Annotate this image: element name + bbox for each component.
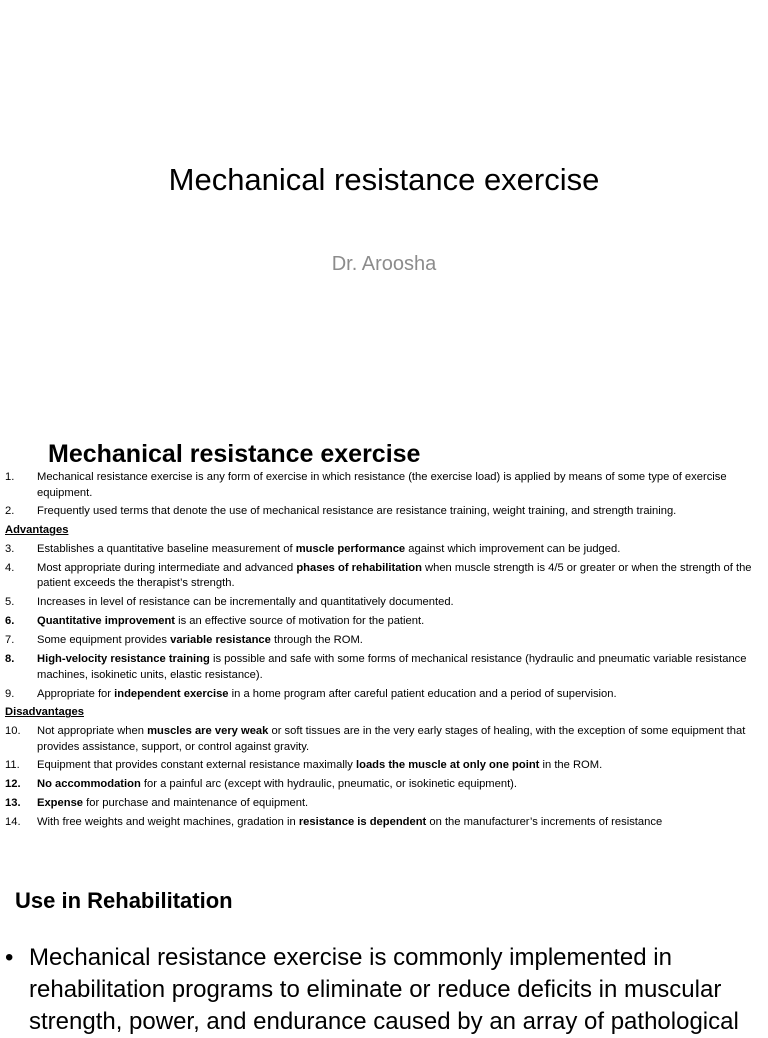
slide-title: Mechanical resistance exercise bbox=[168, 162, 600, 197]
list-item-emphasis: independent exercise bbox=[114, 687, 229, 700]
list-item-text bbox=[37, 758, 765, 774]
list-item-segment: for purchase and maintenance of equipment. bbox=[83, 797, 309, 810]
list-item-emphasis: variable resistance bbox=[170, 634, 271, 647]
list-item bbox=[5, 724, 765, 755]
list-item bbox=[5, 470, 765, 501]
list-item-segment: Not appropriate when bbox=[37, 724, 148, 737]
list-item-emphasis: muscle performance bbox=[295, 542, 406, 555]
slide-author: Dr. Aroosha bbox=[331, 253, 437, 275]
content-slide bbox=[0, 430, 768, 870]
list-item bbox=[5, 652, 765, 683]
rehabilitation-title: Use in Rehabilitation bbox=[15, 888, 233, 913]
title-slide bbox=[0, 0, 768, 420]
list-item-text bbox=[37, 614, 765, 630]
list-item-segment: Increases in level of resistance can be incrementally and quantitatively documented. bbox=[37, 596, 454, 609]
list-item-number: 11. bbox=[5, 759, 20, 772]
list-item-number: 4. bbox=[5, 561, 15, 574]
list-item bbox=[5, 758, 765, 774]
list-item-emphasis: Quantitative improvement bbox=[37, 615, 176, 628]
list-item-segment: Frequently used terms that denote the use of mechanical resistance are resistance training, weight training, and strength training. bbox=[37, 505, 677, 518]
list-item-segment: in a home program after careful patient education and a period of supervision. bbox=[228, 687, 617, 700]
list-item-number: 7. bbox=[5, 634, 15, 647]
list-item bbox=[5, 614, 765, 630]
list-item-segment: Establishes a quantitative baseline measurement of bbox=[37, 542, 296, 555]
list-item-text bbox=[37, 796, 765, 812]
list-item-number: 8. bbox=[5, 653, 15, 666]
list-item-emphasis: phases of rehabilitation bbox=[296, 561, 422, 574]
list-item bbox=[5, 561, 765, 592]
list-item-segment: in the ROM. bbox=[539, 759, 603, 772]
bullet-text: Mechanical resistance exercise is commonly implemented in rehabilitation programs to eliminate or reduce deficits in muscular strength, power, and endurance caused by an array of pathological bbox=[29, 944, 739, 1035]
list-item-number: 14. bbox=[5, 816, 21, 829]
list-item-number: 9. bbox=[5, 687, 15, 700]
list-item bbox=[5, 542, 765, 558]
bullet-symbol: • bbox=[5, 944, 14, 971]
list-item-segment: Equipment that provides constant external resistance maximally bbox=[37, 759, 356, 772]
list-item-segment: through the ROM. bbox=[270, 634, 363, 647]
list-item-text bbox=[37, 687, 765, 703]
list-item-emphasis: No accommodation bbox=[37, 778, 141, 791]
list-item-emphasis: resistance is dependent bbox=[298, 816, 427, 829]
list-item-segment: Mechanical resistance exercise is any form of exercise in which resistance (the exercise load) is applied by means of some type of exercise equipment. bbox=[37, 471, 727, 499]
list-item bbox=[5, 687, 765, 703]
list-item-number: 1. bbox=[5, 471, 15, 483]
content-slide-title: Mechanical resistance exercise bbox=[48, 440, 421, 468]
list-item-text bbox=[37, 561, 765, 592]
list-item bbox=[5, 777, 765, 793]
list-item-segment: on the manufacturer’s increments of resistance bbox=[426, 816, 663, 829]
list-item-number: 3. bbox=[5, 542, 15, 555]
list-item-segment: is possible and safe with some forms of mechanical resistance (hydraulic and pneumatic variable resistance machines, isokinetic units, elastic resistance). bbox=[37, 653, 747, 681]
list-item-text bbox=[37, 724, 765, 755]
disadvantages-heading: Disadvantages bbox=[5, 706, 84, 719]
list-item bbox=[5, 815, 765, 831]
rehabilitation-slide bbox=[0, 870, 768, 1035]
list-item bbox=[5, 504, 765, 520]
list-item-text bbox=[37, 595, 765, 611]
list-item-segment: Some equipment provides bbox=[37, 634, 171, 647]
list-item bbox=[5, 595, 765, 611]
list-item-emphasis: loads the muscle at only one point bbox=[356, 759, 540, 772]
list-item-number: 10. bbox=[5, 724, 21, 737]
list-item-text bbox=[37, 504, 765, 520]
list-item-text bbox=[37, 777, 765, 793]
list-item-emphasis: High-velocity resistance training bbox=[37, 653, 210, 666]
list-item-segment: Appropriate for bbox=[37, 687, 115, 700]
list-item-number: 5. bbox=[5, 596, 15, 609]
list-item bbox=[5, 633, 765, 649]
list-item-text bbox=[37, 470, 765, 501]
list-item-segment: With free weights and weight machines, gradation in bbox=[37, 816, 299, 829]
list-item-text bbox=[37, 633, 765, 649]
list-item-number: 12. bbox=[5, 778, 21, 791]
list-item-number: 6. bbox=[5, 615, 15, 628]
list-item-emphasis: muscles are very weak bbox=[147, 724, 269, 737]
list-item-text bbox=[37, 542, 765, 558]
list-item-segment: is an effective source of motivation for the patient. bbox=[175, 615, 425, 628]
list-item-segment: against which improvement can be judged. bbox=[405, 542, 621, 555]
list-item-emphasis: Expense bbox=[37, 797, 84, 810]
list-item-number: 13. bbox=[5, 797, 21, 810]
advantages-heading: Advantages bbox=[5, 524, 69, 537]
list-item-segment: when muscle strength is 4/5 or greater or when the strength of the patient exceeds the therapist’s strength. bbox=[37, 561, 752, 590]
list-item-text bbox=[37, 652, 765, 683]
list-item-segment: Most appropriate during intermediate and advanced bbox=[37, 561, 297, 574]
list-item bbox=[5, 796, 765, 812]
numbered-list bbox=[5, 470, 765, 834]
list-item-segment: or soft tissues are in the very early stages of healing, with the exception of some equipment that provides assistance, support, or control against gravity. bbox=[37, 724, 746, 753]
list-item-segment: for a painful arc (except with hydraulic, pneumatic, or isokinetic equipment). bbox=[140, 778, 518, 791]
list-item-number: 2. bbox=[5, 505, 15, 518]
list-item-text bbox=[37, 815, 765, 831]
